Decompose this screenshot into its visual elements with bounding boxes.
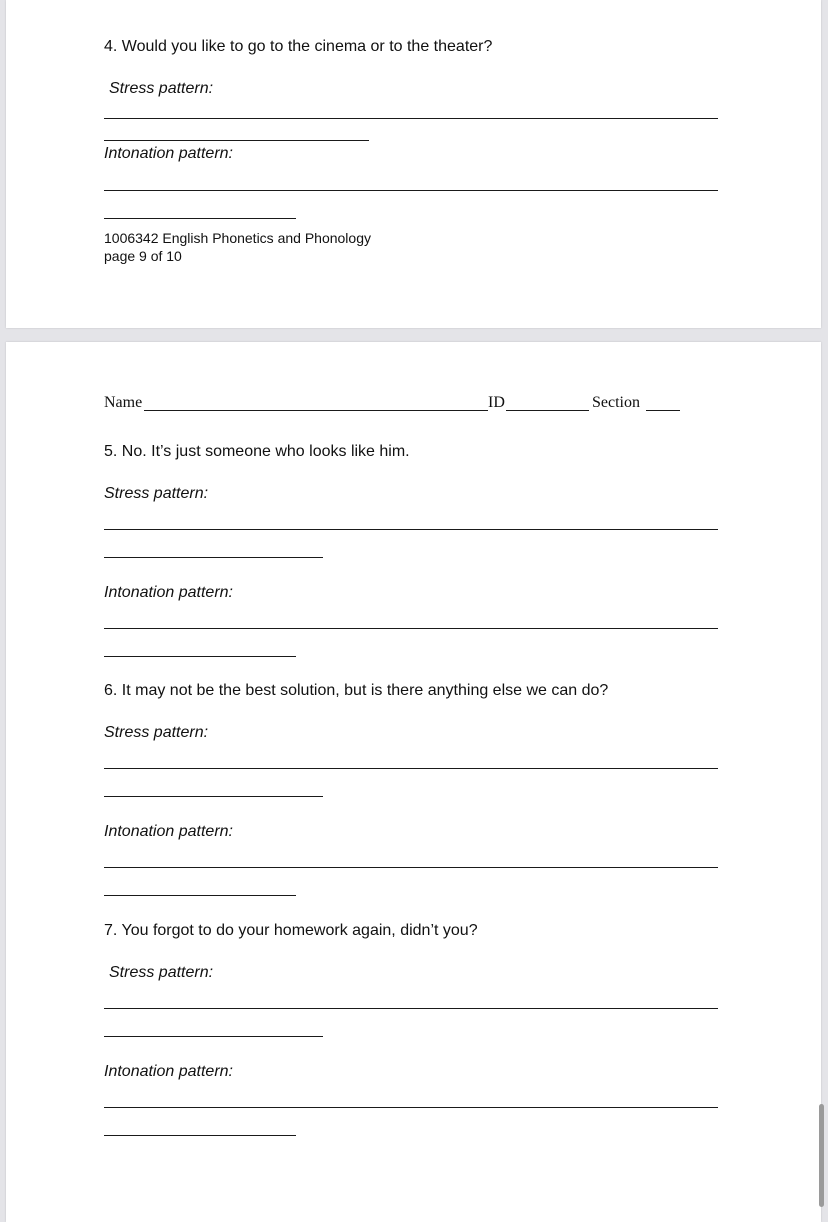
question-4-stress-label: Stress pattern:: [109, 80, 214, 97]
answer-line: [104, 768, 718, 769]
answer-line: [104, 656, 296, 657]
answer-line: [104, 1135, 296, 1136]
answer-line: [104, 529, 718, 530]
question-5-stress-label: Stress pattern:: [104, 485, 209, 502]
document-page-10: [6, 342, 821, 1222]
answer-line: [104, 140, 369, 141]
question-5-intonation-label: Intonation pattern:: [104, 584, 233, 601]
answer-line: [104, 796, 323, 797]
answer-line: [104, 557, 323, 558]
id-label: ID: [488, 394, 505, 411]
question-6-text: 6. It may not be the best solution, but is there anything else we can do?: [104, 682, 609, 699]
answer-line: [104, 218, 296, 219]
vertical-scrollbar-thumb[interactable]: [819, 1104, 824, 1207]
question-7-stress-label: Stress pattern:: [109, 964, 214, 981]
question-7-text: 7. You forgot to do your homework again, didn’t you?: [104, 922, 478, 939]
question-6-intonation-label: Intonation pattern:: [104, 823, 233, 840]
answer-line: [104, 1036, 323, 1037]
name-label: Name: [104, 394, 143, 411]
section-label: Section: [592, 394, 640, 411]
answer-line: [104, 1008, 718, 1009]
answer-line: [104, 867, 718, 868]
question-5-text: 5. No. It’s just someone who looks like him.: [104, 443, 410, 460]
name-field-line: [144, 410, 488, 411]
answer-line: [104, 628, 718, 629]
id-field-line: [506, 410, 589, 411]
question-7-intonation-label: Intonation pattern:: [104, 1063, 233, 1080]
document-page-9: [6, 0, 821, 328]
answer-line: [104, 118, 718, 119]
answer-line: [104, 190, 718, 191]
question-4-intonation-label: Intonation pattern:: [104, 145, 233, 162]
answer-line: [104, 895, 296, 896]
footer-page-number: page 9 of 10: [104, 248, 182, 264]
footer-course: 1006342 English Phonetics and Phonology: [104, 230, 371, 246]
section-field-line: [646, 410, 680, 411]
answer-line: [104, 1107, 718, 1108]
question-6-stress-label: Stress pattern:: [104, 724, 209, 741]
question-4-text: 4. Would you like to go to the cinema or to the theater?: [104, 38, 493, 55]
